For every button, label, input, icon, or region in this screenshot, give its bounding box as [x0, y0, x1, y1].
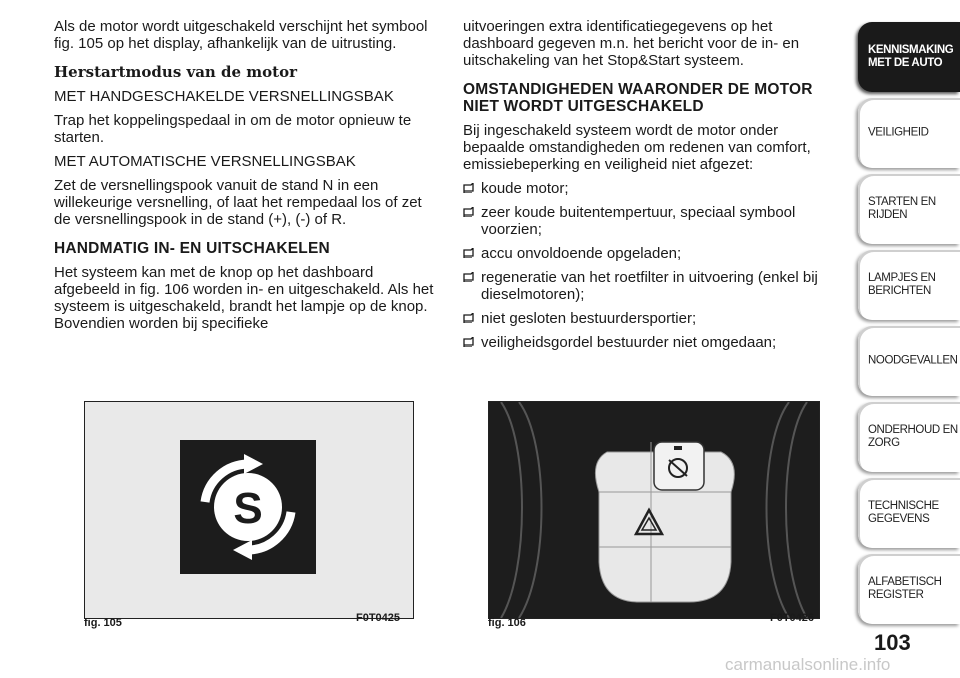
list-item: koude motor; — [463, 180, 839, 197]
tab-label: STARTEN EN RIJDEN — [868, 196, 936, 221]
page-number: 103 — [874, 630, 911, 655]
manual-gearbox-text: Trap het koppelingspedaal in om de motor opnieuw te starten. — [54, 112, 412, 146]
page-bullet-icon — [463, 248, 474, 258]
auto-gearbox-title: MET AUTOMATISCHE VERSNELLINGSBAK — [54, 153, 356, 170]
intro-paragraph: Als de motor wordt uitgeschakeld verschijnt het symbool fig. 105 op het display, afhankelijk van de uitrusting. — [54, 18, 428, 52]
figure-105-code: F0T0425 — [356, 612, 401, 624]
watermark: carmanualsonline.info — [725, 655, 891, 674]
heading-manual-toggle: HANDMATIG IN- EN UITSCHAKELEN — [54, 240, 330, 257]
page-bullet-icon — [463, 313, 474, 323]
tab-label: VEILIGHEID — [868, 126, 929, 139]
chapter-sidebar — [858, 22, 960, 630]
tab-starten-en-rijden[interactable] — [858, 174, 960, 244]
dashboard-button-panel-illustration — [489, 402, 819, 618]
manual-gearbox-title: MET HANDGESCHAKELDE VERSNELLINGSBAK — [54, 88, 394, 105]
figure-106 — [488, 401, 820, 619]
tab-label: ONDERHOUD EN ZORG — [868, 424, 958, 449]
page-bullet-icon — [463, 337, 474, 347]
conditions-list — [463, 180, 839, 351]
list-item: accu onvoldoende opgeladen; — [463, 245, 839, 262]
tab-lampjes-en-berichten[interactable] — [858, 250, 960, 320]
tab-onderhoud-en-zorg[interactable] — [858, 402, 960, 472]
conditions-intro: Bij ingeschakeld systeem wordt de motor onder bepaalde omstandigheden om redenen van comfort, emissiebeperking en veiligheid niet afgezet: — [463, 122, 811, 173]
tab-veiligheid[interactable] — [858, 98, 960, 168]
tab-label: TECHNISCHE GEGEVENS — [868, 500, 939, 525]
page-bullet-icon — [463, 183, 474, 193]
list-item: zeer koude buitentempertuur, speciaal symbool voorzien; — [463, 204, 839, 238]
toggle-paragraph: Het systeem kan met de knop op het dashboard afgebeeld in fig. 106 worden in- en uitgeschakeld. Als het systeem is uitgeschakeld, brandt het lampje op de knop. Bovendien worden bij specifieke — [54, 264, 434, 332]
figure-106-label: fig. 106 — [488, 617, 526, 629]
figure-105 — [84, 401, 414, 619]
tab-label: LAMPJES EN BERICHTEN — [868, 272, 936, 297]
tab-label: ALFABETISCH REGISTER — [868, 576, 942, 601]
left-column — [54, 18, 440, 339]
page-bullet-icon — [463, 207, 474, 217]
page-bullet-icon — [463, 272, 474, 282]
heading-conditions: OMSTANDIGHEDEN WAARONDER DE MOTOR NIET WORDT UITGESCHAKELD — [463, 81, 813, 115]
symbol-letter: S — [233, 484, 263, 533]
tab-label: NOODGEVALLEN — [868, 354, 958, 367]
tab-noodgevallen[interactable] — [858, 326, 960, 396]
tab-label: KENNISMAKING MET DE AUTO — [868, 44, 954, 69]
heading-restart: Herstartmodus van de motor — [54, 63, 298, 81]
list-item: regeneratie van het roetfilter in uitvoering (enkel bij dieselmotoren); — [463, 269, 839, 303]
tab-technische-gegevens[interactable] — [858, 478, 960, 548]
list-item: niet gesloten bestuurdersportier; — [463, 310, 839, 327]
tab-kennismaking[interactable] — [858, 22, 960, 92]
auto-gearbox-text: Zet de versnellingspook vanuit de stand N in een willekeurige versnelling, of laat het rempedaal los of zet de versnellingspook in de stand (+), (-) of R. — [54, 177, 422, 228]
stop-start-symbol-icon — [85, 402, 413, 618]
list-item: veiligheidsgordel bestuurder niet omgedaan; — [463, 334, 839, 351]
tab-alfabetisch-register[interactable] — [858, 554, 960, 624]
figure-105-label: fig. 105 — [84, 617, 122, 629]
right-column — [463, 18, 839, 358]
figure-106-code: F0T0426 — [770, 612, 815, 624]
continuation-paragraph: uitvoeringen extra identificatiegegevens op het dashboard gegeven m.n. het bericht voor de in- en uitschakeling van het Stop&Start systeem. — [463, 18, 800, 69]
